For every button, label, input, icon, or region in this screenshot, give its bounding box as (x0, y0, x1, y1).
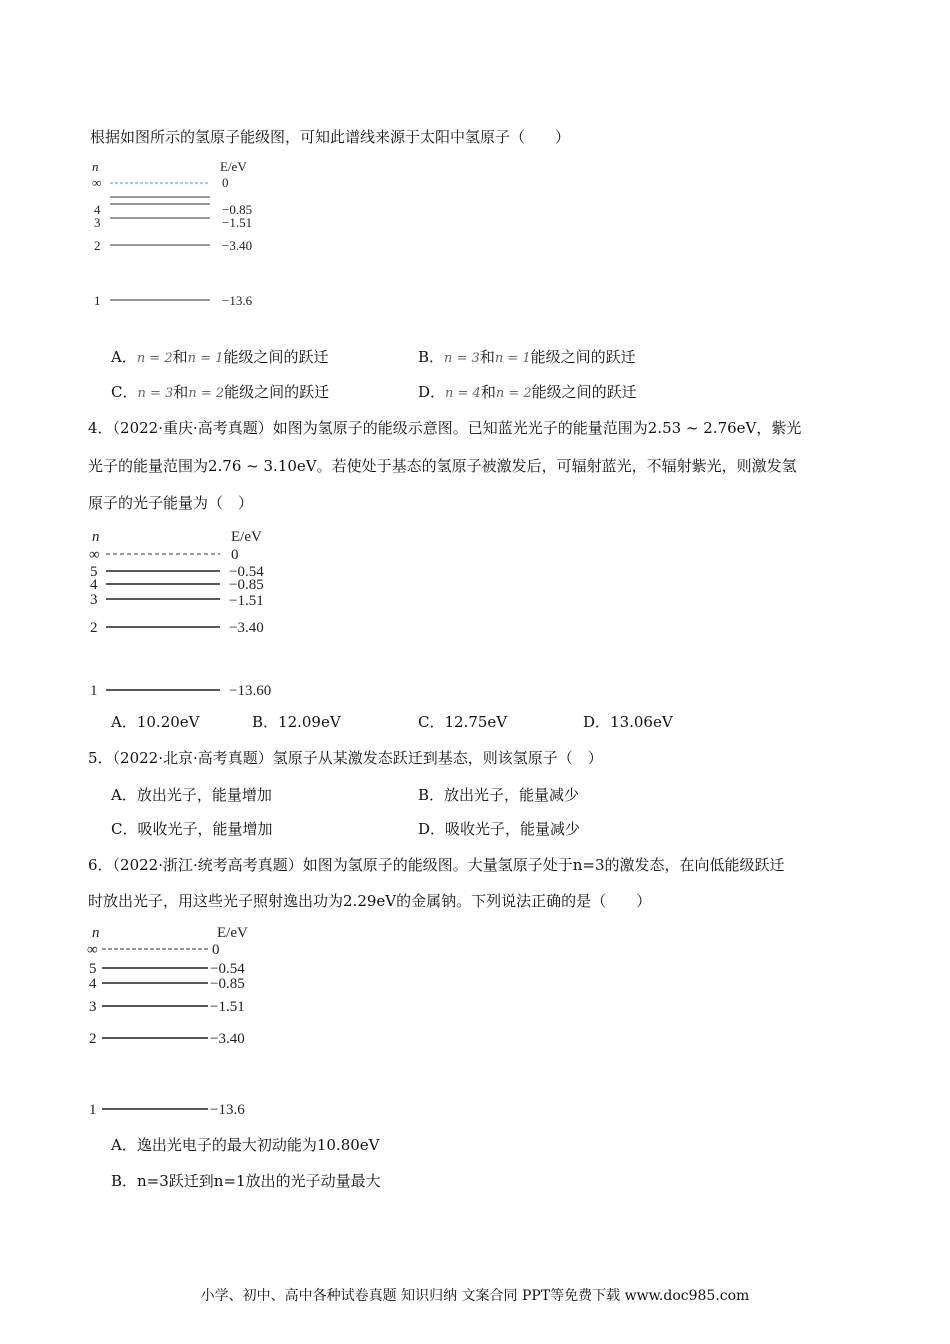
q3-option-a[interactable] (111, 347, 329, 369)
q5-option-b[interactable]: B．放出光子，能量减少 (418, 786, 580, 804)
q6-level-n: 3 (89, 999, 97, 1015)
q6-level-n: ∞ (87, 942, 98, 958)
q6-option-b[interactable]: B．n=3跃迁到n=1放出的光子动量最大 (111, 1172, 381, 1190)
q3-option-c[interactable] (111, 382, 329, 404)
q4-option-a[interactable]: A．10.20eV (111, 713, 200, 731)
q3-level-e: −13.6 (222, 293, 253, 308)
q3-n-label: n (92, 159, 99, 174)
q4-option-b[interactable]: B．12.09eV (252, 713, 341, 731)
q4-option-c[interactable]: C．12.75eV (418, 713, 508, 731)
q3-option-d[interactable] (418, 382, 637, 404)
q3-level-e: −3.40 (222, 238, 253, 253)
math-term: n = 2 (136, 351, 173, 366)
q4-n-label: n (92, 529, 100, 545)
q3-option-b[interactable] (418, 347, 636, 369)
q6-level-n: 1 (89, 1102, 97, 1118)
q4-level-e: −0.85 (229, 577, 264, 593)
math-term: n = 3 (444, 351, 480, 366)
option-text: 能级之间的跃迁 (223, 348, 329, 366)
q4-stem-line-1: 4．（2022·重庆·高考真题）如图为氢原子的能级示意图。已知蓝光光子的能量范围为2.53 ~ 2.76eV，紫光 (88, 419, 802, 437)
q6-level-e: 0 (212, 942, 220, 958)
math-term: n = 3 (137, 386, 174, 401)
q4-level-e: 0 (231, 547, 239, 563)
q4-level-e: −3.40 (229, 620, 264, 636)
q6-level-n: 5 (89, 961, 97, 977)
q6-e-label: E/eV (217, 925, 248, 941)
q3-energy-level-diagram (88, 157, 288, 316)
q4-stem-line-3: 原子的光子能量为（ ） (88, 494, 254, 512)
option-text: 能级之间的跃迁 (531, 383, 637, 401)
option-label: B． (418, 348, 445, 366)
q3-level-n: 4 (94, 202, 101, 217)
conjunction: 和 (172, 348, 188, 366)
q6-level-e: −0.54 (210, 961, 245, 977)
math-term: n = 4 (445, 386, 481, 401)
q6-energy-level-diagram (86, 920, 286, 1124)
q6-stem-line-1: 6．（2022·浙江·统考高考真题）如图为氢原子的能级图。大量氢原子处于n=3的激发态，在向低能级跃迁 (88, 856, 785, 874)
math-term: n = 2 (188, 386, 225, 401)
q6-level-e: −1.51 (210, 999, 245, 1015)
q5-stem: 5．（2022·北京·高考真题）氢原子从某激发态跃迁到基态，则该氢原子（ ） (88, 749, 603, 767)
math-term: n = 1 (187, 351, 224, 366)
q4-level-n: 1 (90, 683, 98, 699)
conjunction: 和 (173, 383, 189, 401)
q4-level-e: −13.60 (229, 683, 272, 699)
q4-level-n: ∞ (89, 547, 100, 563)
option-label: D． (418, 383, 446, 401)
q6-level-n: 4 (89, 976, 97, 992)
q3-level-n: 3 (94, 215, 101, 230)
q4-level-e: −0.54 (229, 564, 264, 580)
q6-level-n: 2 (89, 1031, 97, 1047)
option-text: 能级之间的跃迁 (530, 348, 636, 366)
option-label: C． (111, 383, 138, 401)
q4-level-n: 3 (90, 592, 98, 608)
q4-level-n: 5 (90, 564, 98, 580)
option-text: 能级之间的跃迁 (224, 383, 330, 401)
q3-level-e: −1.51 (222, 215, 253, 230)
q4-level-n: 4 (90, 577, 98, 593)
q6-level-e: −13.6 (210, 1102, 245, 1118)
q4-stem-line-2: 光子的能量范围为2.76 ~ 3.10eV。若使处于基态的氢原子被激发后，可辐射蓝光，不辐射紫光，则激发氢 (88, 457, 797, 475)
conjunction: 和 (479, 348, 495, 366)
q4-level-n: 2 (90, 620, 98, 636)
q3-level-e: −0.85 (222, 202, 253, 217)
q5-option-c[interactable]: C．吸收光子，能量增加 (111, 820, 273, 838)
q4-option-d[interactable]: D．13.06eV (583, 713, 673, 731)
q3-level-n: 1 (94, 293, 101, 308)
q3-level-n: 2 (94, 238, 101, 253)
q6-stem-line-2: 时放出光子，用这些光子照射逸出功为2.29eV的金属钠。下列说法正确的是（ ） (88, 892, 652, 910)
q3-stem: 根据如图所示的氢原子能级图，可知此谱线来源于太阳中氢原子（ ） (90, 128, 571, 146)
q4-energy-level-diagram (86, 525, 296, 709)
q6-option-a[interactable]: A．逸出光电子的最大初动能为10.80eV (111, 1136, 380, 1154)
conjunction: 和 (480, 383, 496, 401)
q5-option-d[interactable]: D．吸收光子，能量减少 (418, 820, 581, 838)
q6-level-e: −0.85 (210, 976, 245, 992)
q5-option-a[interactable]: A．放出光子，能量增加 (111, 786, 272, 804)
q3-level-e: 0 (222, 175, 229, 190)
option-label: A． (111, 348, 137, 366)
page-footer: 小学、初中、高中各种试卷真题 知识归纳 文案合同 PPT等免费下载 www.doc985.com (200, 1288, 750, 1304)
math-term: n = 2 (495, 386, 532, 401)
q4-e-label: E/eV (231, 529, 262, 545)
q3-level-n: ∞ (92, 175, 102, 190)
math-term: n = 1 (494, 351, 531, 366)
q4-level-e: −1.51 (229, 593, 264, 609)
q6-level-e: −3.40 (210, 1031, 245, 1047)
q3-e-label: E/eV (220, 159, 247, 174)
q6-n-label: n (92, 925, 100, 941)
